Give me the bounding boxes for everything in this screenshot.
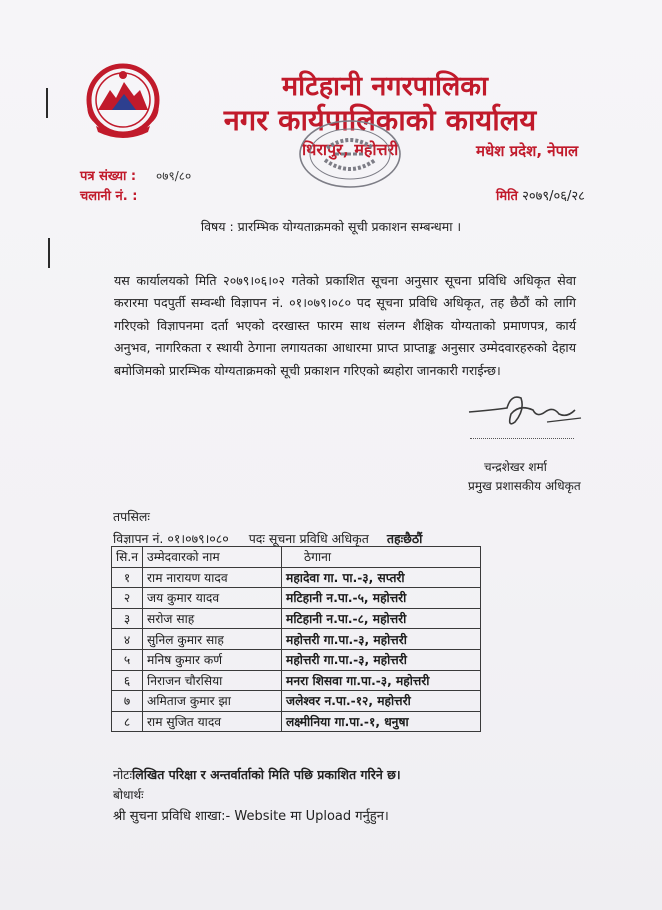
address-cell: मटिहानी न.पा.-५, महोत्तरी [282,588,481,609]
serial-cell: ७ [112,691,143,712]
cc-label: बोधार्थः [113,788,144,802]
dispatch-number-label: चलानी नं. : [80,189,138,204]
address-cell: महोत्तरी गा.पा.-३, महोत्तरी [282,649,481,670]
table-row [112,608,481,629]
serial-cell: ३ [112,608,143,629]
office-location: थिरापुर, महोत्तरी [302,140,399,159]
date-label: मिति [496,189,518,204]
office-name: नगर कार्यपालिकाको कार्यालय [223,103,537,137]
address-cell: महादेवा गा. पा.-३, सप्तरी [282,567,481,588]
column-header-name: उम्मेदवारको नाम [143,547,282,568]
letter-number-value: ०७९/८० [156,169,192,183]
nepal-emblem-icon [82,60,164,146]
note-prefix: नोटः [113,767,133,782]
candidate-table [111,546,481,732]
signatory-name: चन्द्रशेखर शर्मा [484,460,547,474]
name-cell: सुनिल कुमार साह [143,629,282,650]
note-text: लिखित परिक्षा र अन्तर्वार्ताको मिति पछि प्रकाशित गरिने छ। [132,767,401,782]
name-cell: जय कुमार यादव [143,588,282,609]
serial-cell: ५ [112,649,143,670]
municipality-name: मटिहानी नगरपालिका [281,71,489,102]
scan-edge-mark-mid [48,238,50,268]
signatory-title: प्रमुख प्रशासकीय अधिकृत [468,479,581,493]
serial-cell: १ [112,567,143,588]
address-cell: महोत्तरी गा.पा.-३, महोत्तरी [282,629,481,650]
serial-cell: २ [112,588,143,609]
details-heading: तपसिलः [113,509,150,524]
name-cell: राम सुजित यादव [143,711,282,732]
table-row [112,670,481,691]
date-value: २०७९/०६/२८ [522,189,585,204]
province-name: मधेश प्रदेश, नेपाल [476,142,579,160]
table-row [112,649,481,670]
signature-mark [463,388,587,438]
table-row [112,588,481,609]
name-cell: अमिताज कुमार झा [143,691,282,712]
serial-cell: ८ [112,711,143,732]
advertisement-number: विज्ञापन नं. ०१।०७९।०८० [113,531,229,546]
table-row [112,711,481,732]
table-header-row [112,547,481,568]
letter-subject: विषय : प्रारम्भिक योग्यताक्रमको सूची प्रकाशन सम्बन्धमा । [200,219,462,234]
address-cell: मटिहानी न.पा.-८, महोत्तरी [282,608,481,629]
name-cell: मनिष कुमार कर्ण [143,649,282,670]
letter-number-label: पत्र संख्या : [80,169,137,184]
serial-cell: ४ [112,629,143,650]
signature-line [470,438,574,439]
address-cell: मनरा शिसवा गा.पा.-३, महोत्तरी [282,670,481,691]
column-header-serial: सि.न [112,547,143,568]
letter-date [496,186,585,204]
scan-edge-mark-top [46,88,48,118]
name-cell: राम नारायण यादव [143,567,282,588]
cc-recipient: श्री सुचना प्रविधि शाखा:- Website मा Upload गर्नुहुन। [113,809,389,824]
address-cell: जलेश्वर न.पा.-१२, महोत्तरी [282,691,481,712]
table-row [112,629,481,650]
table-row [112,567,481,588]
advertisement-line [113,530,422,547]
column-header-address: ठेगाना [282,547,481,568]
office-stamp-icon [297,118,403,190]
letter-body: यस कार्यालयको मिति २०७९।०६।०२ गतेको प्रकाशित सूचना अनुसार सूचना प्रविधि अधिकृत सेवा करारमा पदपुर्ती सम्वन्धी विज्ञापन नं. ०१।०७९।०८० पद सूचना प्रविधि अधिकृत, तह छैठौं को लागि गरिएको विज्ञापनमा दर्ता भएको दरखास्त फारम साथ संलग्न शैक्षिक योग्यताको प्रमाणपत्र, कार्य अनुभव, नागरिकता र स्थायी ठेगाना लगायतका आधारमा प्राप्त प्राप्ताङ्क अनुसार उम्मेदवारहरुको देहाय बमोजिमको प्रारम्भिक योग्यताक्रमको सूची प्रकाशन गरिएको ब्यहोरा जानकारी गराईन्छ। [114,273,576,378]
name-cell: निराजन चौरसिया [143,670,282,691]
post-name: पदः सूचना प्रविधि अधिकृत [248,531,369,546]
exam-note [113,766,401,783]
post-level: तहःछैठौं [386,531,423,546]
table-row [112,691,481,712]
address-cell: लक्ष्मीनिया गा.पा.-१, धनुषा [282,711,481,732]
serial-cell: ६ [112,670,143,691]
name-cell: सरोज साह [143,608,282,629]
